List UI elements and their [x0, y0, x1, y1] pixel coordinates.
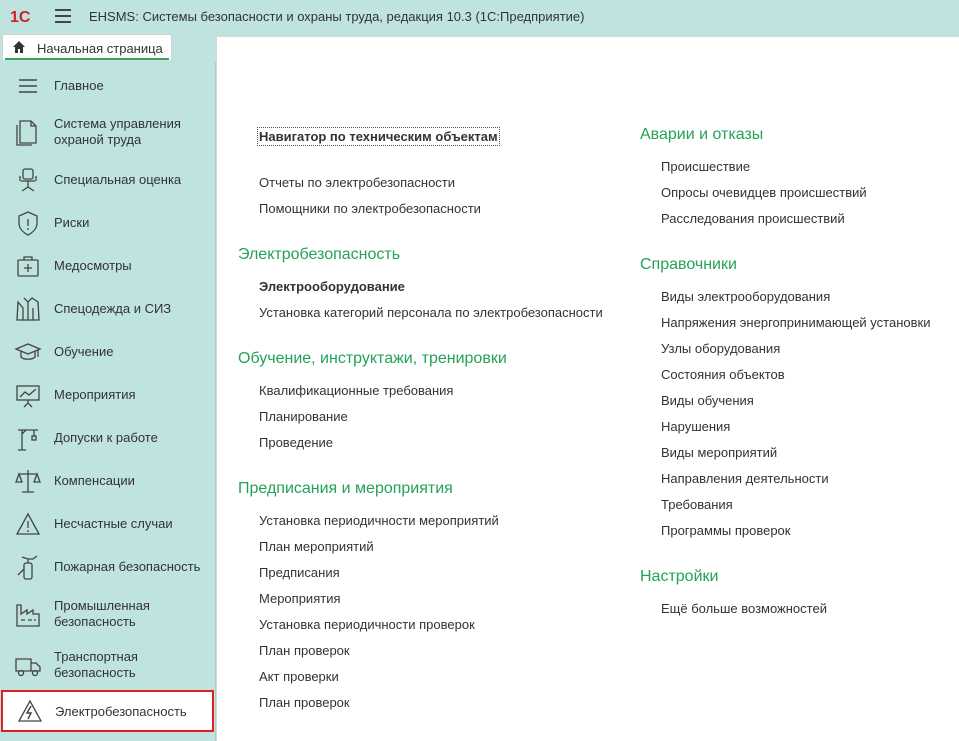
sidebar-item-label: Несчастные случаи	[54, 516, 173, 531]
sidebar-item-risks[interactable]	[0, 207, 216, 239]
link-object-states[interactable]: Состояния объектов	[661, 367, 785, 382]
window-title: EHSMS: Системы безопасности и охраны труда, редакция 10.3 (1С:Предприятие)	[89, 9, 585, 24]
link-witness-interviews[interactable]: Опросы очевидцев происшествий	[661, 185, 867, 200]
section-title-failures: Аварии и отказы	[640, 126, 764, 143]
link-incident[interactable]: Происшествие	[661, 159, 751, 174]
factory-icon	[14, 600, 42, 628]
link-electrical-safety-reports[interactable]: Отчеты по электробезопасности	[259, 175, 456, 190]
truck-icon	[14, 651, 42, 679]
home-icon	[12, 40, 26, 54]
link-inspection-plan-2[interactable]: План проверок	[259, 695, 350, 710]
main-menu-button[interactable]	[55, 9, 71, 23]
sections-panel	[0, 62, 216, 741]
link-investigations[interactable]: Расследования происшествий	[661, 211, 845, 226]
tab-home-label: Начальная страница	[37, 41, 163, 56]
sidebar-item-compensation[interactable]	[0, 465, 216, 497]
link-personnel-categories[interactable]: Установка категорий персонала по электробезопасности	[259, 305, 603, 320]
sidebar-item-activities[interactable]	[0, 379, 216, 411]
link-activity-directions[interactable]: Направления деятельности	[661, 471, 829, 486]
crane-icon	[14, 424, 42, 452]
sidebar-item-work-permits[interactable]	[0, 422, 216, 454]
link-qualification-requirements[interactable]: Квалификационные требования	[259, 383, 454, 398]
link-violations[interactable]: Нарушения	[661, 419, 731, 434]
sidebar-item-label: Медосмотры	[54, 258, 132, 273]
hamburger-icon	[55, 9, 71, 11]
sidebar-item-label: Обучение	[54, 344, 114, 359]
sidebar-item-label: Система управления охраной труда	[54, 116, 181, 147]
sidebar-item-main[interactable]	[0, 70, 216, 102]
link-activity-periodicity[interactable]: Установка периодичности мероприятий	[259, 513, 499, 528]
link-activity-types[interactable]: Виды мероприятий	[661, 445, 778, 460]
scales-icon	[14, 467, 42, 495]
medical-kit-icon	[14, 252, 42, 280]
high-voltage-icon	[16, 697, 44, 725]
sidebar-item-label: Риски	[54, 215, 90, 230]
sidebar-item-training[interactable]	[0, 336, 216, 368]
sidebar-item-transport-safety[interactable]	[0, 645, 216, 685]
link-electrical-safety-assistants[interactable]: Помощники по электробезопасности	[259, 201, 481, 216]
link-planning[interactable]: Планирование	[259, 409, 348, 424]
presentation-board-icon	[14, 381, 42, 409]
sidebar-item-label: Электробезопасность	[55, 704, 187, 719]
sidebar-item-label: Мероприятия	[54, 387, 136, 402]
sidebar-item-label: Спецодежда и СИЗ	[54, 301, 172, 316]
sidebar-item-accidents[interactable]	[0, 508, 216, 540]
warning-triangle-icon	[14, 510, 42, 538]
sidebar-item-label: Промышленная безопасность	[54, 598, 150, 629]
1c-logo-icon	[10, 7, 44, 25]
sidebar-item-label: Главное	[54, 78, 104, 93]
document-icon	[14, 118, 42, 146]
shield-icon	[14, 209, 42, 237]
sidebar-item-special-assessment[interactable]	[0, 164, 216, 196]
sidebar-item-workwear[interactable]	[0, 293, 216, 325]
link-technical-objects-navigator[interactable]: Навигатор по техническим объектам	[259, 129, 498, 144]
section-title-settings: Настройки	[640, 568, 719, 585]
sidebar-item-fire-safety[interactable]	[0, 551, 216, 583]
link-inspection-programs[interactable]: Программы проверок	[661, 523, 791, 538]
graduation-cap-icon	[14, 338, 42, 366]
main-content	[216, 36, 959, 741]
office-chair-icon	[14, 166, 42, 194]
title-bar	[0, 0, 959, 32]
section-title-training: Обучение, инструктажи, тренировки	[238, 350, 507, 367]
sidebar-item-label: Транспортная безопасность	[54, 649, 138, 680]
sidebar-item-medical[interactable]	[0, 250, 216, 282]
link-training-types[interactable]: Виды обучения	[661, 393, 754, 408]
sidebar-item-electrical-safety[interactable]	[1, 690, 214, 732]
section-title-orders-activities: Предписания и мероприятия	[238, 480, 453, 497]
svg-text:1С: 1С	[10, 9, 31, 25]
link-activities[interactable]: Мероприятия	[259, 591, 341, 606]
link-equipment-types[interactable]: Виды электрооборудования	[661, 289, 831, 304]
jacket-icon	[14, 295, 42, 323]
section-title-catalogs: Справочники	[640, 256, 737, 273]
link-equipment-nodes[interactable]: Узлы оборудования	[661, 341, 781, 356]
link-inspection-act[interactable]: Акт проверки	[259, 669, 339, 684]
link-conducting[interactable]: Проведение	[259, 435, 333, 450]
tab-home-page[interactable]	[2, 34, 172, 60]
link-requirements[interactable]: Требования	[661, 497, 733, 512]
link-activity-plan[interactable]: План мероприятий	[259, 539, 374, 554]
active-tab-indicator	[5, 58, 169, 60]
section-title-electrical-safety: Электробезопасность	[238, 246, 401, 263]
link-more-features[interactable]: Ещё больше возможностей	[661, 601, 827, 616]
link-inspection-periodicity[interactable]: Установка периодичности проверок	[259, 617, 475, 632]
fire-extinguisher-icon	[14, 553, 42, 581]
link-installation-voltages[interactable]: Напряжения энергопринимающей установки	[661, 315, 931, 330]
sidebar-item-label: Специальная оценка	[54, 172, 182, 187]
link-inspection-plan[interactable]: План проверок	[259, 643, 350, 658]
sidebar-item-label: Допуски к работе	[54, 430, 158, 445]
link-orders[interactable]: Предписания	[259, 565, 340, 580]
menu-lines-icon	[14, 72, 42, 100]
link-electrical-equipment[interactable]: Электрооборудование	[259, 279, 405, 294]
sidebar-item-ohs-management[interactable]	[0, 112, 216, 152]
sidebar-item-label: Пожарная безопасность	[54, 559, 201, 574]
sidebar-item-industrial-safety[interactable]	[0, 594, 216, 634]
sidebar-item-label: Компенсации	[54, 473, 135, 488]
